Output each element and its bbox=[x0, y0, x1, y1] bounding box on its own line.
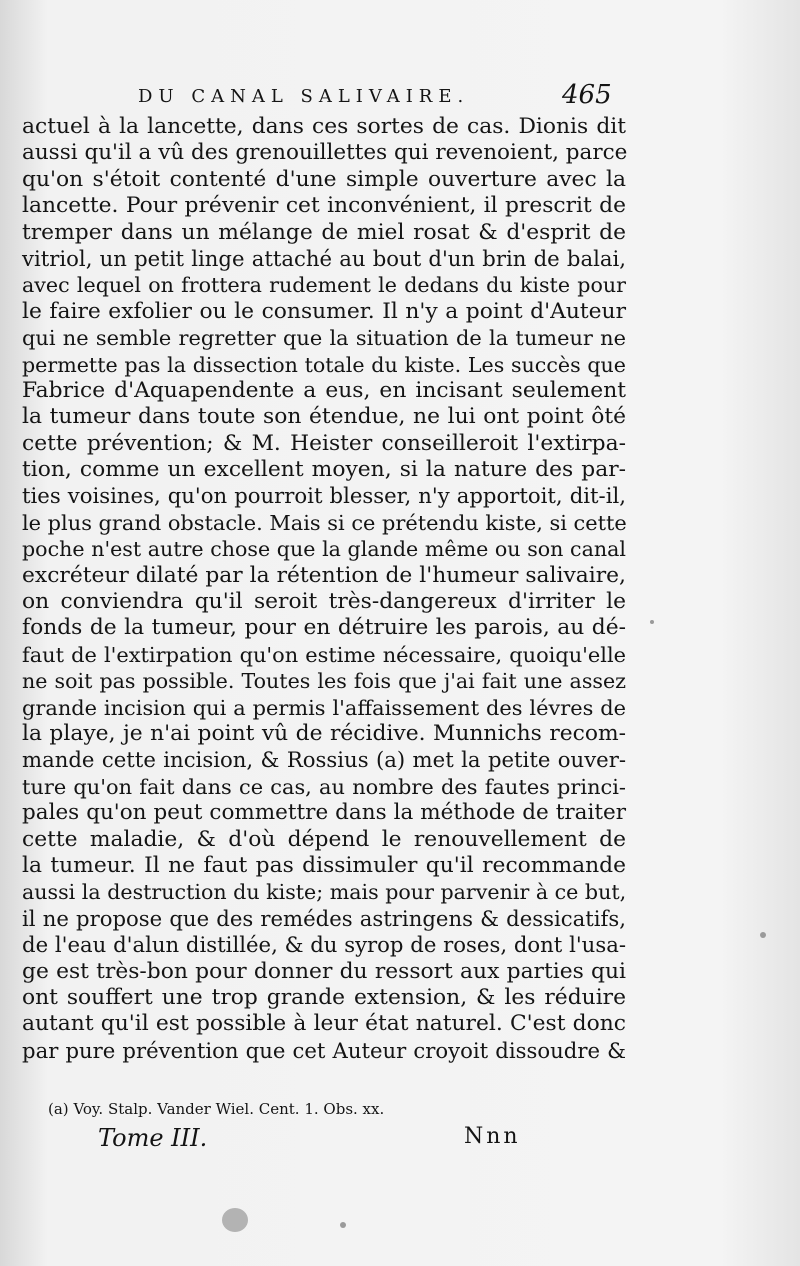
text-line: mande cette incision, & Rossius (a) met la petite ouver- bbox=[22, 747, 626, 773]
text-line: on conviendra qu'il seroit très-dangereux d'irriter le bbox=[22, 589, 626, 615]
text-line: fonds de la tumeur, pour en détruire les parois, au dé- bbox=[22, 615, 626, 641]
signature-row bbox=[0, 1124, 800, 1158]
text-line: tremper dans un mélange de miel rosat & d'esprit de bbox=[22, 219, 626, 245]
signature-mark: Nnn bbox=[464, 1124, 521, 1149]
text-line: poche n'est autre chose que la glande même ou son canal bbox=[22, 537, 626, 562]
text-line: permette pas la dissection totale du kiste. Les succès que bbox=[22, 352, 626, 377]
text-line: le plus grand obstacle. Mais si ce prétendu kiste, si cette bbox=[22, 510, 627, 535]
text-line: ture qu'on fait dans ce cas, au nombre des fautes princi- bbox=[22, 774, 626, 799]
text-line: qui ne semble regretter que la situation de la tumeur ne bbox=[22, 326, 626, 351]
text-line: grande incision qui a permis l'affaissement des lévres de bbox=[22, 695, 626, 720]
body-text bbox=[22, 114, 626, 1064]
running-title: DU CANAL SALIVAIRE. bbox=[138, 86, 470, 107]
page-number: 465 bbox=[562, 80, 612, 110]
text-line: de l'eau d'alun distillée, & du syrop de roses, dont l'usa- bbox=[22, 932, 626, 958]
text-line: ge est très-bon pour donner du ressort aux parties qui bbox=[22, 958, 626, 984]
text-line: cette maladie, & d'où dépend le renouvellement de bbox=[22, 826, 626, 852]
text-line: avec lequel on frottera rudement le dedans du kiste pour bbox=[22, 273, 626, 298]
text-line: cette prévention; & M. Heister conseilleroit l'extirpa- bbox=[22, 430, 626, 456]
volume-label: Tome III. bbox=[98, 1124, 208, 1152]
footnote-marker: (a) bbox=[48, 1100, 69, 1118]
text-line: lancette. Pour prévenir cet inconvénient, il prescrit de bbox=[22, 193, 626, 219]
paper-speck bbox=[760, 932, 766, 938]
text-line: par pure prévention que cet Auteur croyoit dissoudre & bbox=[22, 1037, 626, 1063]
footnote-text: Voy. Stalp. Vander Wiel. Cent. 1. Obs. xx. bbox=[73, 1100, 385, 1118]
footnote bbox=[48, 1100, 384, 1118]
text-line: il ne propose que des remédes astringens & dessicatifs, bbox=[22, 905, 626, 931]
text-line: qu'on s'étoit contenté d'une simple ouverture avec la bbox=[22, 166, 626, 192]
text-line: pales qu'on peut commettre dans la méthode de traiter bbox=[22, 800, 626, 826]
page-header bbox=[0, 80, 800, 116]
text-line: excréteur dilaté par la rétention de l'humeur salivaire, bbox=[22, 562, 626, 588]
paper-speck bbox=[222, 1208, 248, 1232]
text-line: la tumeur dans toute son étendue, ne lui ont point ôté bbox=[22, 404, 626, 430]
text-line: la tumeur. Il ne faut pas dissimuler qu'il recommande bbox=[22, 852, 626, 878]
text-line: aussi qu'il a vû des grenouillettes qui revenoient, parce bbox=[22, 140, 628, 166]
text-line: autant qu'il est possible à leur état naturel. C'est donc bbox=[22, 1011, 626, 1037]
text-line: ont souffert une trop grande extension, & les réduire bbox=[22, 984, 626, 1010]
paper-speck bbox=[340, 1222, 346, 1228]
text-line: ties voisines, qu'on pourroit blesser, n'y apportoit, dit-il, bbox=[22, 483, 626, 509]
text-line: la playe, je n'ai point vû de récidive. Munnichs recom- bbox=[22, 720, 626, 746]
text-line: faut de l'extirpation qu'on estime nécessaire, quoiqu'elle bbox=[22, 642, 626, 667]
text-line: aussi la destruction du kiste; mais pour parvenir à ce but, bbox=[22, 880, 627, 905]
text-line: ne soit pas possible. Toutes les fois que j'ai fait une assez bbox=[22, 669, 626, 694]
paper-speck bbox=[650, 620, 654, 624]
text-line: actuel à la lancette, dans ces sortes de cas. Dionis dit bbox=[22, 114, 626, 139]
text-line: tion, comme un excellent moyen, si la nature des par- bbox=[22, 457, 626, 483]
text-line: vitriol, un petit linge attaché au bout d'un brin de balai, bbox=[22, 245, 626, 271]
text-line: Fabrice d'Aquapendente a eus, en incisant seulement bbox=[22, 377, 626, 403]
text-line: le faire exfolier ou le consumer. Il n'y a point d'Auteur bbox=[22, 298, 626, 324]
